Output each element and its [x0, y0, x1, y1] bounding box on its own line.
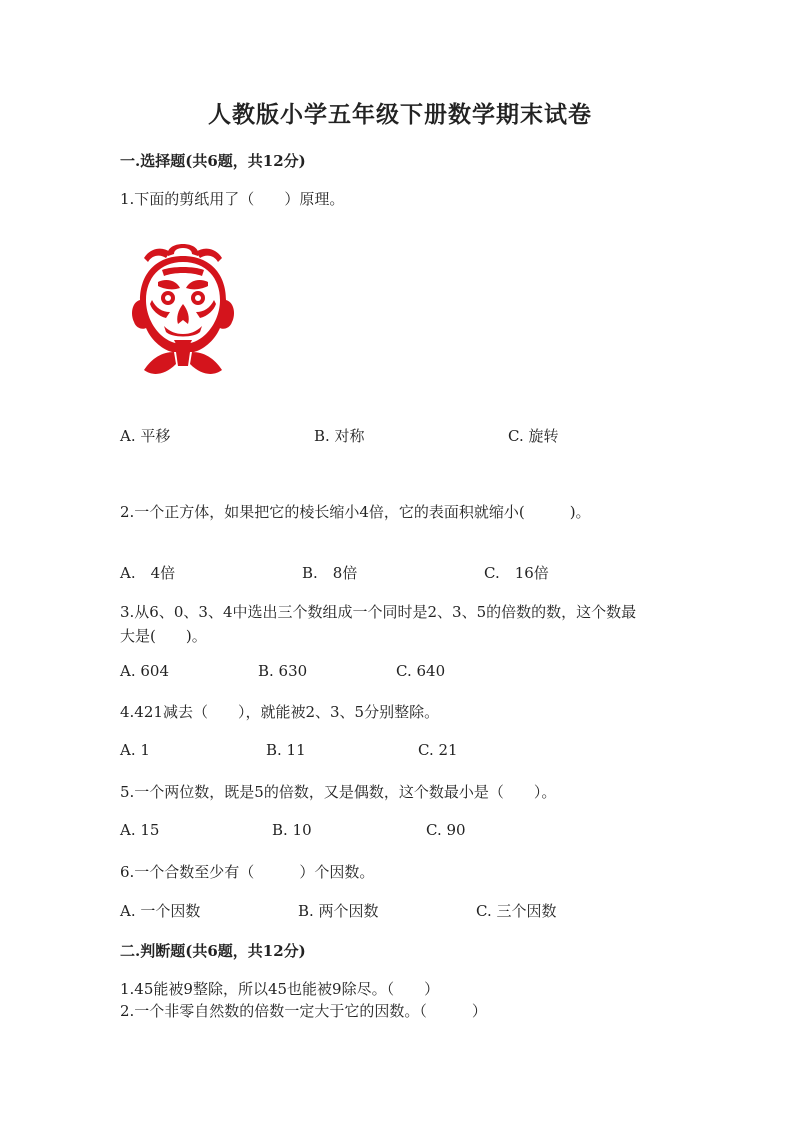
judgement-1-text: 1.45能被9整除，所以45也能被9除尽。（ ） [120, 980, 440, 998]
question-6-option-a: A. 一个因数 [120, 902, 201, 920]
question-3-option-a: A. 604 [120, 662, 169, 680]
question-6-text: 6.一个合数至少有（ ）个因数。 [120, 863, 375, 881]
question-2-option-b: B. 8倍 [302, 564, 358, 582]
question-5-option-a: A. 15 [120, 821, 160, 839]
question-1-option-b: B. 对称 [314, 427, 365, 445]
question-6-option-c: C. 三个因数 [476, 902, 557, 920]
question-3-text-line1: 3.从6、0、3、4中选出三个数组成一个同时是2、3、5的倍数的数，这个数最 [120, 603, 637, 621]
question-5-option-b: B. 10 [272, 821, 312, 839]
question-1-text: 1.下面的剪纸用了（ ）原理。 [120, 190, 345, 208]
question-1-option-c: C. 旋转 [508, 427, 559, 445]
page-title: 人教版小学五年级下册数学期末试卷 [208, 101, 592, 128]
question-2-text: 2.一个正方体，如果把它的棱长缩小4倍，它的表面积就缩小( )。 [120, 503, 591, 521]
judgement-2-text: 2.一个非零自然数的倍数一定大于它的因数。（ ） [120, 1002, 487, 1020]
section-heading-judgement: 二.判断题(共6题，共12分) [120, 942, 306, 960]
question-5-option-c: C. 90 [426, 821, 466, 839]
question-3-option-c: C. 640 [396, 662, 446, 680]
question-2-option-a: A. 4倍 [120, 564, 176, 582]
papercut-monkey-icon [122, 240, 244, 380]
question-3-text-line2: 大是( )。 [120, 627, 207, 645]
question-4-option-b: B. 11 [266, 741, 306, 759]
question-4-option-c: C. 21 [418, 741, 458, 759]
question-6-option-b: B. 两个因数 [298, 902, 379, 920]
question-4-text: 4.421减去（ ），就能被2、3、5分别整除。 [120, 703, 440, 721]
question-3-option-b: B. 630 [258, 662, 308, 680]
question-4-option-a: A. 1 [120, 741, 150, 759]
question-5-text: 5.一个两位数，既是5的倍数，又是偶数，这个数最小是（ ）。 [120, 783, 557, 801]
question-2-option-c: C. 16倍 [484, 564, 549, 582]
question-1-option-a: A. 平移 [120, 427, 171, 445]
section-heading-choice: 一.选择题(共6题，共12分) [120, 152, 306, 170]
